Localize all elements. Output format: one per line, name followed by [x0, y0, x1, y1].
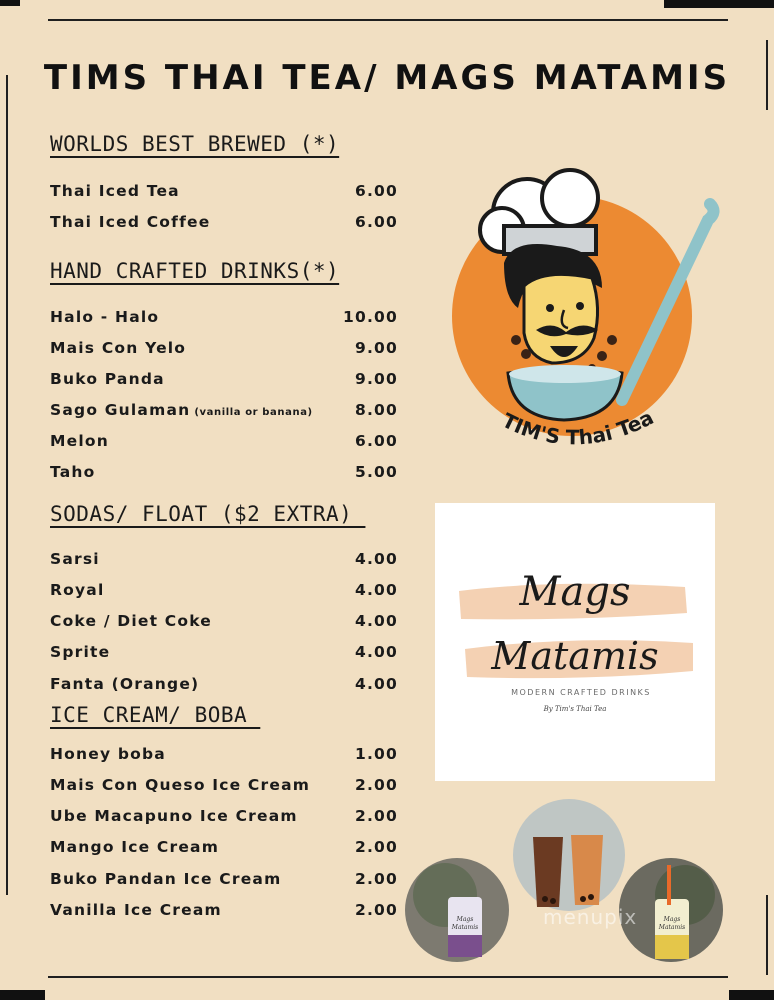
svg-text:Matamis: Matamis: [451, 924, 479, 931]
menu-item: [50, 643, 398, 667]
item-price: 2.00: [354, 807, 398, 825]
svg-text:Mags: Mags: [663, 916, 681, 923]
drink-photo: [405, 858, 509, 962]
item-name: Ube Macapuno Ice Cream: [50, 807, 298, 825]
item-note: (vanilla or banana): [194, 407, 313, 418]
item-price: 9.00: [354, 339, 398, 357]
item-price: 8.00: [354, 401, 398, 419]
boba-pearl: [511, 335, 521, 345]
frame-left-rule: [6, 75, 8, 895]
item-price: 2.00: [354, 776, 398, 794]
item-name: Honey boba: [50, 745, 166, 763]
section-heading-brewed: WORLDS BEST BREWED (*): [50, 132, 340, 156]
item-price: 6.00: [354, 182, 398, 200]
menu-item: [50, 308, 398, 332]
corner-decoration: [0, 990, 45, 1000]
item-price: 10.00: [342, 308, 398, 326]
item-price: 4.00: [354, 581, 398, 599]
mags-matamis-logo: [435, 503, 715, 781]
item-name: Thai Iced Coffee: [50, 213, 211, 231]
watermark: menupix: [543, 905, 638, 929]
menu-item: [50, 401, 398, 425]
menu-item: [50, 807, 398, 831]
item-name: Sarsi: [50, 550, 100, 568]
item-price: 2.00: [354, 870, 398, 888]
menu-item: [50, 901, 398, 925]
corner-decoration: [729, 990, 774, 1000]
section-heading-sodas: SODAS/ FLOAT ($2 EXTRA): [50, 502, 366, 526]
menu-item: [50, 370, 398, 394]
menu-item: [50, 432, 398, 456]
page-title: TIMS THAI TEA/ MAGS MATAMIS: [43, 58, 731, 98]
item-price: 4.00: [354, 612, 398, 630]
svg-text:Matamis: Matamis: [658, 924, 686, 931]
item-price: 6.00: [354, 213, 398, 231]
menu-item: [50, 612, 398, 636]
frame-right-rule: [766, 895, 768, 975]
item-name: Coke / Diet Coke: [50, 612, 213, 630]
mags-logo-tagline: MODERN CRAFTED DRINKS: [511, 688, 651, 697]
chef-hat-icon: [480, 170, 598, 254]
item-price: 4.00: [354, 675, 398, 693]
section-heading-ice-cream: ICE CREAM/ BOBA: [50, 703, 261, 727]
menu-item: [50, 550, 398, 574]
item-name: Mais Con Queso Ice Cream: [50, 776, 311, 794]
item-name: Mais Con Yelo: [50, 339, 187, 357]
menu-item: [50, 675, 398, 699]
item-name: Melon: [50, 432, 109, 450]
menu-item: [50, 745, 398, 769]
item-price: 5.00: [354, 463, 398, 481]
item-name: Sprite: [50, 643, 111, 661]
menu-item: [50, 838, 398, 862]
item-name: Thai Iced Tea: [50, 182, 180, 200]
item-name: Halo - Halo: [50, 308, 160, 326]
menu-item: [50, 182, 398, 206]
menu-item: [50, 581, 398, 605]
corner-decoration: [664, 0, 774, 8]
boba-pearl: [521, 349, 531, 359]
menu-item: [50, 339, 398, 363]
item-price: 2.00: [354, 838, 398, 856]
mags-logo-line1: Mags: [519, 569, 631, 615]
menu-item: [50, 463, 398, 487]
tims-logo-text: TIM'S Thai Tea: [498, 405, 658, 450]
item-price: 4.00: [354, 550, 398, 568]
frame-bottom-rule: [48, 976, 728, 978]
corner-decoration: [0, 0, 20, 6]
item-price: 9.00: [354, 370, 398, 388]
item-price: 4.00: [354, 643, 398, 661]
item-name: Vanilla Ice Cream: [50, 901, 222, 919]
item-price: 6.00: [354, 432, 398, 450]
ladle-rim: [509, 365, 621, 383]
menu-item: [50, 776, 398, 800]
tims-thai-tea-logo: [452, 168, 724, 468]
boba-pearl: [607, 335, 617, 345]
item-name: Taho: [50, 463, 96, 481]
item-name: Fanta (Orange): [50, 675, 200, 693]
section-heading-hand-crafted: HAND CRAFTED DRINKS(*): [50, 259, 340, 283]
frame-top-rule: [48, 19, 728, 21]
boba-pearl: [597, 351, 607, 361]
menu-item: [50, 213, 398, 237]
menu-item: [50, 870, 398, 894]
mags-logo-line2: Matamis: [491, 634, 659, 678]
chef-eye: [576, 302, 584, 310]
item-name: Mango Ice Cream: [50, 838, 220, 856]
item-price: 1.00: [354, 745, 398, 763]
item-name: Sago Gulaman (vanilla or banana): [50, 401, 313, 419]
item-price: 2.00: [354, 901, 398, 919]
drink-photos: [405, 795, 735, 975]
item-name: Buko Pandan Ice Cream: [50, 870, 282, 888]
chef-eye: [546, 304, 554, 312]
drink-photo: [513, 799, 625, 911]
item-name: Royal: [50, 581, 105, 599]
item-name: Buko Panda: [50, 370, 165, 388]
mags-logo-art: [435, 503, 715, 781]
svg-text:Mags: Mags: [456, 916, 474, 923]
mags-logo-byline: By Tim's Thai Tea: [543, 705, 607, 713]
